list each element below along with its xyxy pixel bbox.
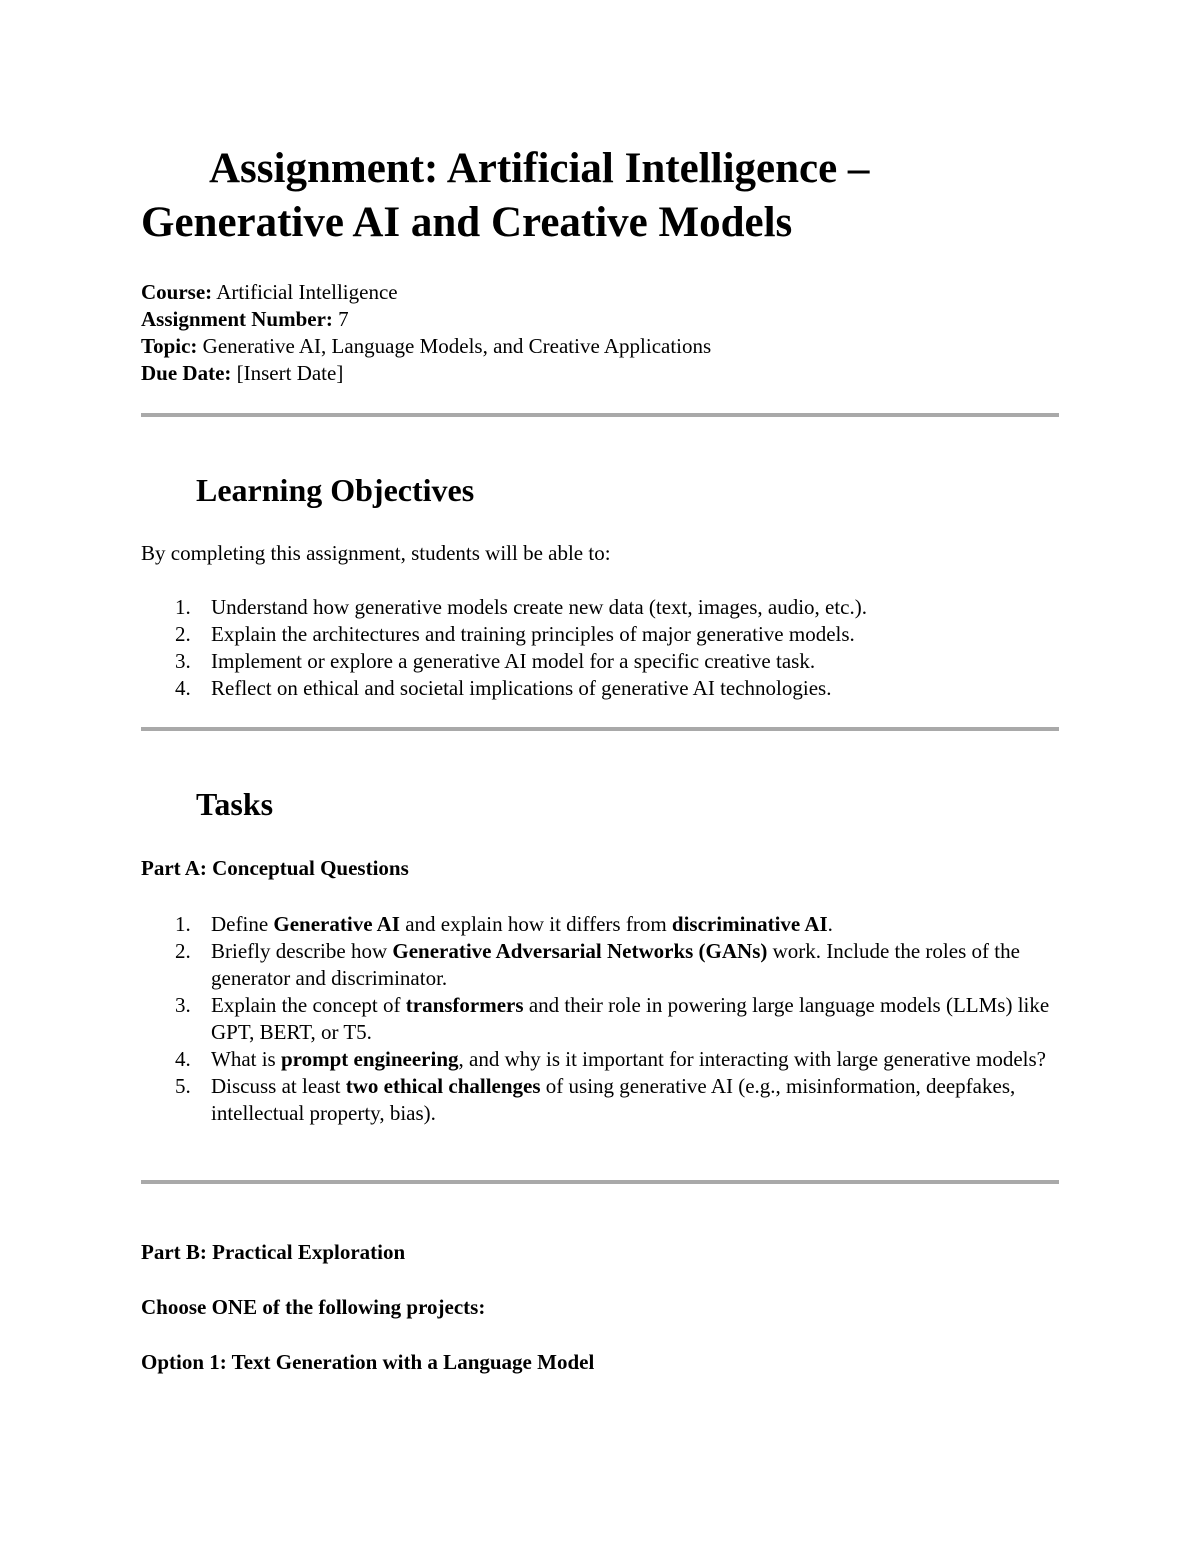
list-number: 3. [175,993,191,1017]
objectives-list [141,594,1059,702]
meta-topic-value: Generative AI, Language Models, and Creative Applications [202,334,712,358]
q4-bold-prompt-engineering: prompt engineering [280,1047,459,1071]
list-number: 3. [175,649,191,673]
list-item [141,594,1059,621]
q5-bold-ethical-challenges: two ethical challenges [345,1074,541,1098]
assignment-meta [141,279,1059,387]
part-a-heading: Part A: Conceptual Questions [141,856,409,880]
objectives-intro: By completing this assignment, students will be able to: [141,541,611,565]
q3-bold-transformers: transformers [405,993,524,1017]
meta-course [141,279,1059,306]
q3-text-a: Explain the concept of [211,993,406,1017]
q1-text-c: and explain how it differs from [399,912,672,936]
list-item-text: Understand how generative models create new data (text, images, audio, etc.). [211,595,867,619]
option-1-heading: Option 1: Text Generation with a Language Model [141,1350,595,1374]
list-item [141,1073,1059,1127]
list-number: 4. [175,1047,191,1071]
q1-bold-discriminative-ai: discriminative AI [671,912,828,936]
list-number: 4. [175,676,191,700]
q3-text-c: and their role in powering large language models (LLMs) like GPT, BERT, or T5. [211,993,1050,1044]
list-item [141,621,1059,648]
meta-topic-label: Topic: [141,334,198,358]
conceptual-questions-list [141,911,1059,1127]
meta-due-value: [Insert Date] [236,361,344,385]
divider [141,413,1059,417]
meta-number-label: Assignment Number: [141,307,333,331]
choose-one-instruction: Choose ONE of the following projects: [141,1295,486,1319]
meta-due-label: Due Date: [141,361,232,385]
part-b-heading: Part B: Practical Exploration [141,1240,406,1264]
meta-topic [141,333,1059,360]
q1-bold-generative-ai: Generative AI [273,912,400,936]
tasks-heading: Tasks [196,786,274,822]
q2-text-c: work. Include the roles of the generator and discriminator. [211,939,1020,990]
list-item [141,648,1059,675]
meta-assignment-number [141,306,1059,333]
q5-text-a: Discuss at least [211,1074,346,1098]
q1-text-a: Define [211,912,274,936]
q2-bold-gans: Generative Adversarial Networks (GANs) [392,939,768,963]
divider [141,1180,1059,1184]
list-item [141,911,1059,938]
q2-text-a: Briefly describe how [211,939,393,963]
list-item [141,675,1059,702]
list-item [141,1046,1059,1073]
list-number: 1. [175,595,191,619]
q4-text-c: , and why is it important for interacting with large generative models? [458,1047,1046,1071]
q5-text-c: of using generative AI (e.g., misinformation, deepfakes, intellectual property, bias). [211,1074,1016,1125]
meta-number-value: 7 [338,307,349,331]
document-title: Assignment: Artificial Intelligence – Generative AI and Creative Models [141,145,870,246]
list-item [141,992,1059,1046]
list-item-text: Implement or explore a generative AI model for a specific creative task. [211,649,816,673]
learning-objectives-heading: Learning Objectives [196,472,475,508]
list-item-text: Reflect on ethical and societal implications of generative AI technologies. [211,676,832,700]
list-item [141,938,1059,992]
list-number: 2. [175,939,191,963]
list-number: 5. [175,1074,191,1098]
q1-text-d: . [827,912,833,936]
q4-text-a: What is [211,1047,281,1071]
list-number: 2. [175,622,191,646]
meta-course-value: Artificial Intelligence [216,280,398,304]
list-number: 1. [175,912,191,936]
list-item-text: Explain the architectures and training principles of major generative models. [211,622,855,646]
meta-course-label: Course: [141,280,213,304]
divider [141,727,1059,731]
meta-due-date [141,360,1059,387]
